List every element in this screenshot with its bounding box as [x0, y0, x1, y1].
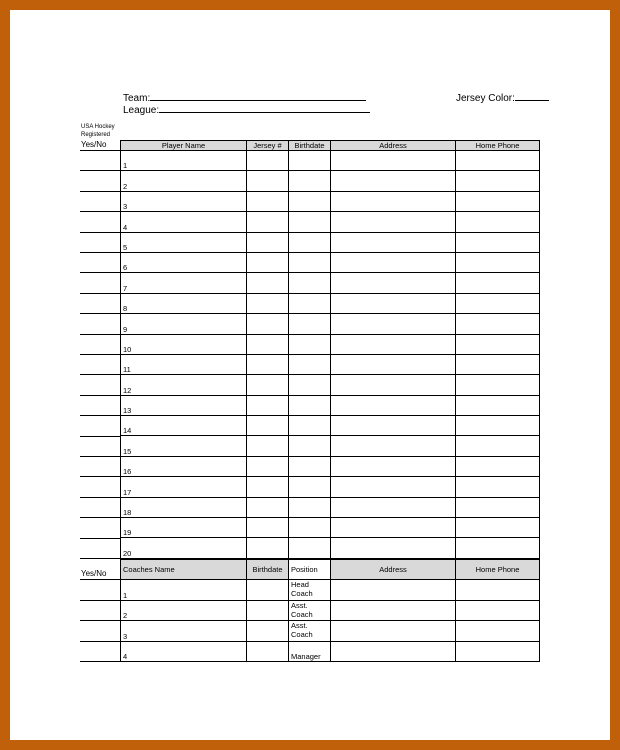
- row-number: 16: [123, 467, 132, 477]
- coach-home-phone-cell[interactable]: [456, 600, 540, 621]
- coach-position: Asst. Coach: [291, 600, 313, 619]
- col-position: Position: [289, 560, 331, 580]
- player-name-cell[interactable]: [121, 334, 247, 354]
- home-phone-cell[interactable]: [456, 477, 540, 497]
- position-cell[interactable]: [289, 621, 331, 642]
- jersey-number-cell[interactable]: [247, 334, 289, 354]
- jersey-color-label: Jersey Color:: [456, 93, 515, 104]
- yes-no-line[interactable]: [80, 538, 120, 539]
- address-cell[interactable]: [331, 293, 456, 313]
- player-name-cell[interactable]: [121, 232, 247, 252]
- birthdate-cell[interactable]: [289, 314, 331, 334]
- yes-no-line[interactable]: [80, 661, 120, 662]
- player-row: [121, 191, 540, 211]
- position-cell[interactable]: [289, 641, 331, 662]
- yes-no-line[interactable]: [80, 354, 120, 355]
- player-row: [121, 171, 540, 191]
- coach-row-number: 3: [123, 631, 128, 641]
- jersey-number-cell[interactable]: [247, 171, 289, 191]
- player-name-cell[interactable]: [121, 212, 247, 232]
- row-number: 19: [123, 528, 132, 538]
- jersey-number-cell[interactable]: [247, 293, 289, 313]
- home-phone-cell[interactable]: [456, 314, 540, 334]
- jersey-number-cell[interactable]: [247, 518, 289, 538]
- player-name-cell[interactable]: [121, 273, 247, 293]
- jersey-number-cell[interactable]: [247, 436, 289, 456]
- col-player-name: Player Name: [121, 141, 247, 151]
- coach-home-phone-cell[interactable]: [456, 641, 540, 662]
- roster-sheet: [10, 10, 610, 740]
- address-cell[interactable]: [331, 436, 456, 456]
- address-cell[interactable]: [331, 212, 456, 232]
- coach-birthdate-cell[interactable]: [247, 580, 289, 601]
- coach-row: [121, 600, 540, 621]
- row-number: 4: [123, 222, 128, 232]
- yes-no-line[interactable]: [80, 334, 120, 335]
- coach-position: Asst. Coach: [291, 621, 313, 639]
- row-number: 14: [123, 426, 132, 436]
- home-phone-cell[interactable]: [456, 212, 540, 232]
- row-number: 7: [123, 283, 128, 293]
- league-underline[interactable]: [159, 102, 370, 113]
- yes-no-line[interactable]: [80, 579, 120, 580]
- yes-no-line[interactable]: [80, 313, 120, 314]
- col-address: Address: [331, 141, 456, 151]
- home-phone-cell[interactable]: [456, 293, 540, 313]
- home-phone-cell[interactable]: [456, 171, 540, 191]
- coach-name-cell[interactable]: [121, 621, 247, 642]
- players-table: [120, 140, 540, 559]
- league-label: League:: [123, 105, 160, 116]
- address-cell[interactable]: [331, 456, 456, 476]
- birthdate-cell[interactable]: [289, 151, 331, 171]
- player-name-cell[interactable]: [121, 518, 247, 538]
- birthdate-cell[interactable]: [289, 212, 331, 232]
- col-home-phone: Home Phone: [456, 141, 540, 151]
- team-underline[interactable]: [150, 90, 366, 101]
- jersey-number-cell[interactable]: [247, 212, 289, 232]
- row-number: 5: [123, 242, 128, 252]
- home-phone-cell[interactable]: [456, 191, 540, 211]
- yes-no-line[interactable]: [80, 620, 120, 621]
- coach-row-number: 2: [123, 611, 128, 620]
- address-cell[interactable]: [331, 314, 456, 334]
- birthdate-cell[interactable]: [289, 518, 331, 538]
- coach-row: [121, 621, 540, 642]
- player-name-cell[interactable]: [121, 151, 247, 171]
- player-row: [121, 252, 540, 272]
- coach-position: Head Coach: [291, 580, 313, 598]
- jersey-color-underline[interactable]: [515, 90, 549, 101]
- player-name-cell[interactable]: [121, 375, 247, 395]
- yes-no-line[interactable]: [80, 252, 120, 253]
- player-name-cell[interactable]: [121, 395, 247, 415]
- birthdate-cell[interactable]: [289, 436, 331, 456]
- jersey-number-cell[interactable]: [247, 232, 289, 252]
- coaches-header-row: [121, 560, 540, 580]
- row-number: 20: [123, 548, 132, 558]
- player-name-cell[interactable]: [121, 171, 247, 191]
- address-cell[interactable]: [331, 416, 456, 436]
- yes-no-label: Yes/No: [81, 140, 107, 149]
- player-row: [121, 354, 540, 374]
- birthdate-cell[interactable]: [289, 334, 331, 354]
- home-phone-cell[interactable]: [456, 151, 540, 171]
- address-cell[interactable]: [331, 252, 456, 272]
- home-phone-cell[interactable]: [456, 518, 540, 538]
- team-label: Team:: [123, 93, 151, 104]
- yes-no-line[interactable]: [80, 558, 120, 559]
- home-phone-cell[interactable]: [456, 497, 540, 517]
- row-number: 8: [123, 304, 128, 314]
- row-number: 13: [123, 406, 132, 416]
- home-phone-cell[interactable]: [456, 354, 540, 374]
- jersey-number-cell[interactable]: [247, 354, 289, 374]
- yes-no-line[interactable]: [80, 600, 120, 601]
- player-row: [121, 497, 540, 517]
- jersey-number-cell[interactable]: [247, 151, 289, 171]
- row-number: 15: [123, 446, 132, 456]
- player-name-cell[interactable]: [121, 538, 247, 558]
- yes-no-line[interactable]: [80, 436, 120, 437]
- player-row: [121, 273, 540, 293]
- player-name-cell[interactable]: [121, 293, 247, 313]
- jersey-number-cell[interactable]: [247, 395, 289, 415]
- address-cell[interactable]: [331, 273, 456, 293]
- birthdate-cell[interactable]: [289, 171, 331, 191]
- home-phone-cell[interactable]: [456, 538, 540, 558]
- home-phone-cell[interactable]: [456, 456, 540, 476]
- home-phone-cell[interactable]: [456, 252, 540, 272]
- coach-row-number: 1: [123, 590, 128, 600]
- jersey-number-cell[interactable]: [247, 375, 289, 395]
- coaches-yes-no-label: Yes/No: [81, 569, 107, 578]
- yes-no-line[interactable]: [80, 293, 120, 294]
- home-phone-cell[interactable]: [456, 375, 540, 395]
- birthdate-cell[interactable]: [289, 456, 331, 476]
- player-name-cell[interactable]: [121, 191, 247, 211]
- home-phone-cell[interactable]: [456, 416, 540, 436]
- address-cell[interactable]: [331, 334, 456, 354]
- row-number: 18: [123, 508, 132, 518]
- coach-home-phone-cell[interactable]: [456, 621, 540, 642]
- coach-name-cell[interactable]: [121, 580, 247, 601]
- player-name-cell[interactable]: [121, 354, 247, 374]
- jersey-color-field[interactable]: [456, 90, 549, 105]
- address-cell[interactable]: [331, 375, 456, 395]
- yes-no-line[interactable]: [80, 476, 120, 477]
- yes-no-line[interactable]: [80, 497, 120, 498]
- birthdate-cell[interactable]: [289, 497, 331, 517]
- col-coaches-name: Coaches Name: [121, 560, 247, 580]
- player-row: [121, 538, 540, 558]
- player-row: [121, 212, 540, 232]
- col-birthdate: Birthdate: [289, 141, 331, 151]
- position-cell[interactable]: [289, 600, 331, 621]
- player-name-cell[interactable]: [121, 456, 247, 476]
- row-number: 6: [123, 263, 128, 273]
- birthdate-cell[interactable]: [289, 395, 331, 415]
- coaches-table: [120, 559, 540, 662]
- player-row: [121, 334, 540, 354]
- address-cell[interactable]: [331, 191, 456, 211]
- player-row: [121, 232, 540, 252]
- yes-no-line[interactable]: [80, 272, 120, 273]
- row-number: 12: [123, 385, 132, 395]
- jersey-number-cell[interactable]: [247, 416, 289, 436]
- players-header-row: [121, 141, 540, 151]
- yes-no-line[interactable]: [80, 456, 120, 457]
- player-row: [121, 416, 540, 436]
- jersey-number-cell[interactable]: [247, 456, 289, 476]
- jersey-number-cell[interactable]: [247, 497, 289, 517]
- yes-no-line[interactable]: [80, 517, 120, 518]
- yes-no-line[interactable]: [80, 191, 120, 192]
- jersey-number-cell[interactable]: [247, 538, 289, 558]
- yes-no-line[interactable]: [80, 150, 120, 151]
- home-phone-cell[interactable]: [456, 232, 540, 252]
- yes-no-line[interactable]: [80, 415, 120, 416]
- address-cell[interactable]: [331, 151, 456, 171]
- row-number: 11: [123, 365, 131, 375]
- birthdate-cell[interactable]: [289, 375, 331, 395]
- home-phone-cell[interactable]: [456, 395, 540, 415]
- coach-birthdate-cell[interactable]: [247, 621, 289, 642]
- col-coach-address: Address: [331, 560, 456, 580]
- player-row: [121, 518, 540, 538]
- coach-position: Manager: [291, 652, 321, 661]
- birthdate-cell[interactable]: [289, 354, 331, 374]
- coach-address-cell[interactable]: [331, 621, 456, 642]
- player-name-cell[interactable]: [121, 477, 247, 497]
- coach-address-cell[interactable]: [331, 641, 456, 662]
- league-field[interactable]: [123, 102, 370, 117]
- address-cell[interactable]: [331, 395, 456, 415]
- coach-row: [121, 580, 540, 601]
- coach-name-cell[interactable]: [121, 641, 247, 662]
- address-cell[interactable]: [331, 171, 456, 191]
- address-cell[interactable]: [331, 518, 456, 538]
- jersey-number-cell[interactable]: [247, 252, 289, 272]
- birthdate-cell[interactable]: [289, 477, 331, 497]
- usa-hockey-label: USA Hockey: [81, 124, 115, 130]
- player-row: [121, 314, 540, 334]
- coach-birthdate-cell[interactable]: [247, 600, 289, 621]
- player-name-cell[interactable]: [121, 436, 247, 456]
- yes-no-line[interactable]: [80, 641, 120, 642]
- address-cell[interactable]: [331, 477, 456, 497]
- home-phone-cell[interactable]: [456, 334, 540, 354]
- coach-birthdate-cell[interactable]: [247, 641, 289, 662]
- row-number: 1: [123, 161, 128, 171]
- row-number: 2: [123, 181, 128, 191]
- position-cell[interactable]: [289, 580, 331, 601]
- player-row: [121, 477, 540, 497]
- player-row: [121, 151, 540, 171]
- row-number: 17: [123, 487, 132, 497]
- coach-address-cell[interactable]: [331, 600, 456, 621]
- birthdate-cell[interactable]: [289, 232, 331, 252]
- player-row: [121, 456, 540, 476]
- jersey-number-cell[interactable]: [247, 477, 289, 497]
- yes-no-line[interactable]: [80, 211, 120, 212]
- coach-name-cell[interactable]: [121, 600, 247, 621]
- player-row: [121, 436, 540, 456]
- yes-no-line[interactable]: [80, 170, 120, 171]
- birthdate-cell[interactable]: [289, 273, 331, 293]
- birthdate-cell[interactable]: [289, 191, 331, 211]
- player-name-cell[interactable]: [121, 497, 247, 517]
- player-row: [121, 395, 540, 415]
- coach-row: [121, 641, 540, 662]
- address-cell[interactable]: [331, 232, 456, 252]
- player-name-cell[interactable]: [121, 314, 247, 334]
- player-name-cell[interactable]: [121, 252, 247, 272]
- row-number: 3: [123, 202, 128, 212]
- coach-home-phone-cell[interactable]: [456, 580, 540, 601]
- yes-no-line[interactable]: [80, 232, 120, 233]
- coach-row-number: 4: [123, 652, 128, 661]
- jersey-number-cell[interactable]: [247, 273, 289, 293]
- birthdate-cell[interactable]: [289, 293, 331, 313]
- registered-label: Registered: [81, 132, 111, 138]
- birthdate-cell[interactable]: [289, 252, 331, 272]
- row-number: 10: [123, 344, 132, 354]
- jersey-number-cell[interactable]: [247, 314, 289, 334]
- home-phone-cell[interactable]: [456, 273, 540, 293]
- player-name-cell[interactable]: [121, 416, 247, 436]
- col-coach-birthdate: Birthdate: [247, 560, 289, 580]
- jersey-number-cell[interactable]: [247, 191, 289, 211]
- col-jersey-number: Jersey #: [247, 141, 289, 151]
- home-phone-cell[interactable]: [456, 436, 540, 456]
- yes-no-line[interactable]: [80, 374, 120, 375]
- col-coach-home-phone: Home Phone: [456, 560, 540, 580]
- address-cell[interactable]: [331, 354, 456, 374]
- row-number: 9: [123, 324, 128, 334]
- coach-address-cell[interactable]: [331, 580, 456, 601]
- birthdate-cell[interactable]: [289, 416, 331, 436]
- address-cell[interactable]: [331, 538, 456, 558]
- player-row: [121, 293, 540, 313]
- yes-no-line[interactable]: [80, 395, 120, 396]
- player-row: [121, 375, 540, 395]
- address-cell[interactable]: [331, 497, 456, 517]
- birthdate-cell[interactable]: [289, 538, 331, 558]
